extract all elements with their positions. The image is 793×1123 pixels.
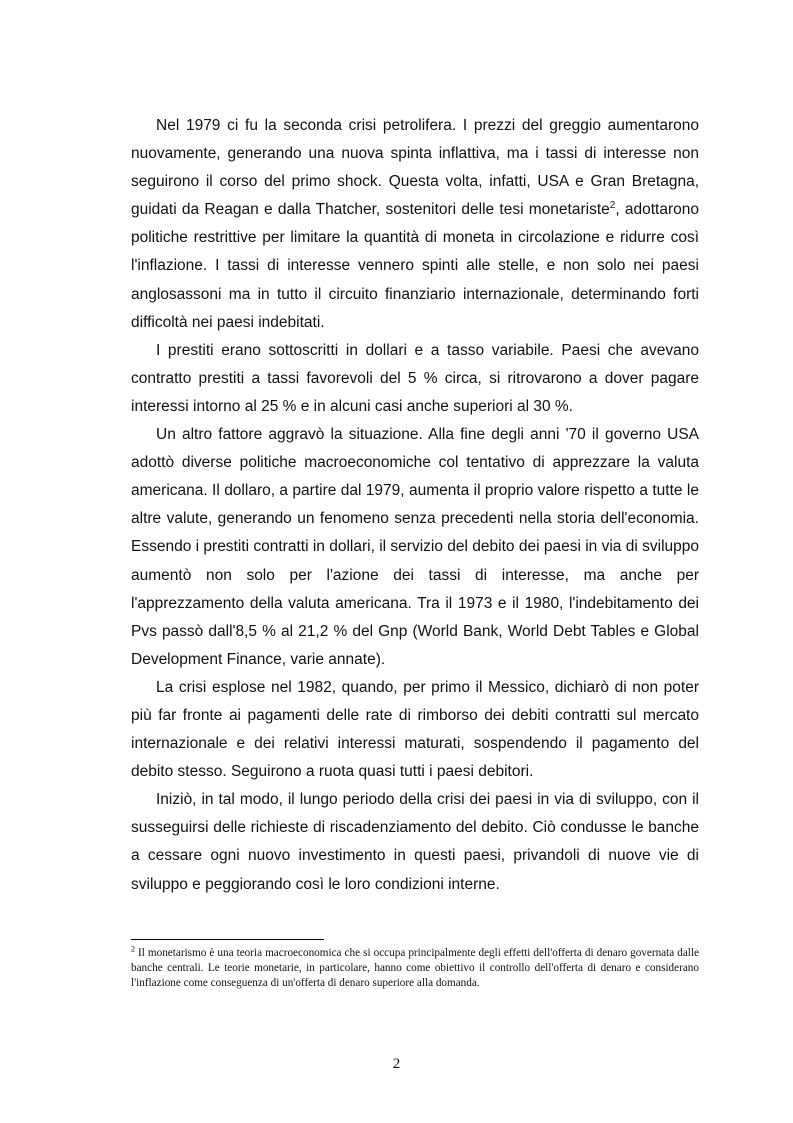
paragraph-4: La crisi esplose nel 1982, quando, per primo il Messico, dichiarò di non poter più far fronte ai pagamenti delle rate di rimborso dei debiti contratti sul mercato internazionale e dei relativi interessi maturati, sospendendo il pagamento del debito stesso. Seguirono a ruota quasi tutti i paesi debitori.	[131, 678, 699, 781]
paragraph-1-continuation: , adottarono politiche restrittive per limitare la quantità di moneta in circolazione e ridurre così l'inflazione. I tassi di interesse vennero spinti alle stelle, e non solo nei paesi anglosassoni ma in tutto il circuito finanziario internazionale, determinando forti difficoltà nei paesi indebitati.	[131, 201, 699, 331]
paragraph-3: Un altro fattore aggravò la situazione. Alla fine degli anni '70 il governo USA adottò diverse politiche macroeconomiche col tentativo di apprezzare la valuta americana. Il dollaro, a partire dal 1979, aumenta il proprio valore rispetto a tutte le altre valute, generando un fenomeno senza precedenti nella storia dell'economia. Essendo i prestiti contratti in dollari, il servizio del debito dei paesi in via di sviluppo aumentò non solo per l'azione dei tassi di interesse, ma anche per l'apprezzamento della valuta americana. Tra il 1973 e il 1980, l'indebitamento dei Pvs passò dall'8,5 % al 21,2 % del Gnp (World Bank, World Debt Tables e Global Development Finance, varie annate).	[131, 426, 699, 668]
paragraph-2: I prestiti erano sottoscritti in dollari e a tasso variabile. Paesi che avevano contratto prestiti a tassi favorevoli del 5 % circa, si ritrovarono a dover pagare interessi intorno al 25 % e in alcuni casi anche superiori al 30 %.	[131, 341, 699, 415]
footnote	[131, 946, 699, 991]
paragraph-5: Iniziò, in tal modo, il lungo periodo della crisi dei paesi in via di sviluppo, con il susseguirsi delle richieste di riscadenziamento del debito. Ciò condusse le banche a cessare ogni nuovo investimento in questi paesi, privandoli di nuove vie di sviluppo e peggiorando così le loro condizioni interne.	[131, 791, 699, 893]
footnote-reference[interactable]: 2	[609, 200, 616, 212]
body-text	[131, 112, 699, 899]
paragraph-1-text: Nel 1979 ci fu la seconda crisi petrolifera. I prezzi del greggio aumentarono nuovamente, generando una nuova spinta inflattiva, ma i tassi di interesse non seguirono il corso del primo shock. Questa volta, infatti, USA e Gran Bretagna, guidati da Reagan e dalla Thatcher, sostenitori delle tesi monetariste	[131, 117, 699, 219]
paragraph-1	[131, 112, 699, 337]
footnote-divider	[131, 939, 324, 940]
page-number: 2	[392, 1056, 401, 1072]
footnote-number: 2	[131, 944, 135, 954]
footnote-text: Il monetarismo è una teoria macroeconomica che si occupa principalmente degli effetti dell'offerta di denaro governata dalle banche centrali. Le teorie monetarie, in particolare, hanno come obiettivo il controllo dell'offerta di denaro e considerano l'inflazione come conseguenza di un'offerta di denaro superiore alla domanda.	[131, 947, 699, 989]
